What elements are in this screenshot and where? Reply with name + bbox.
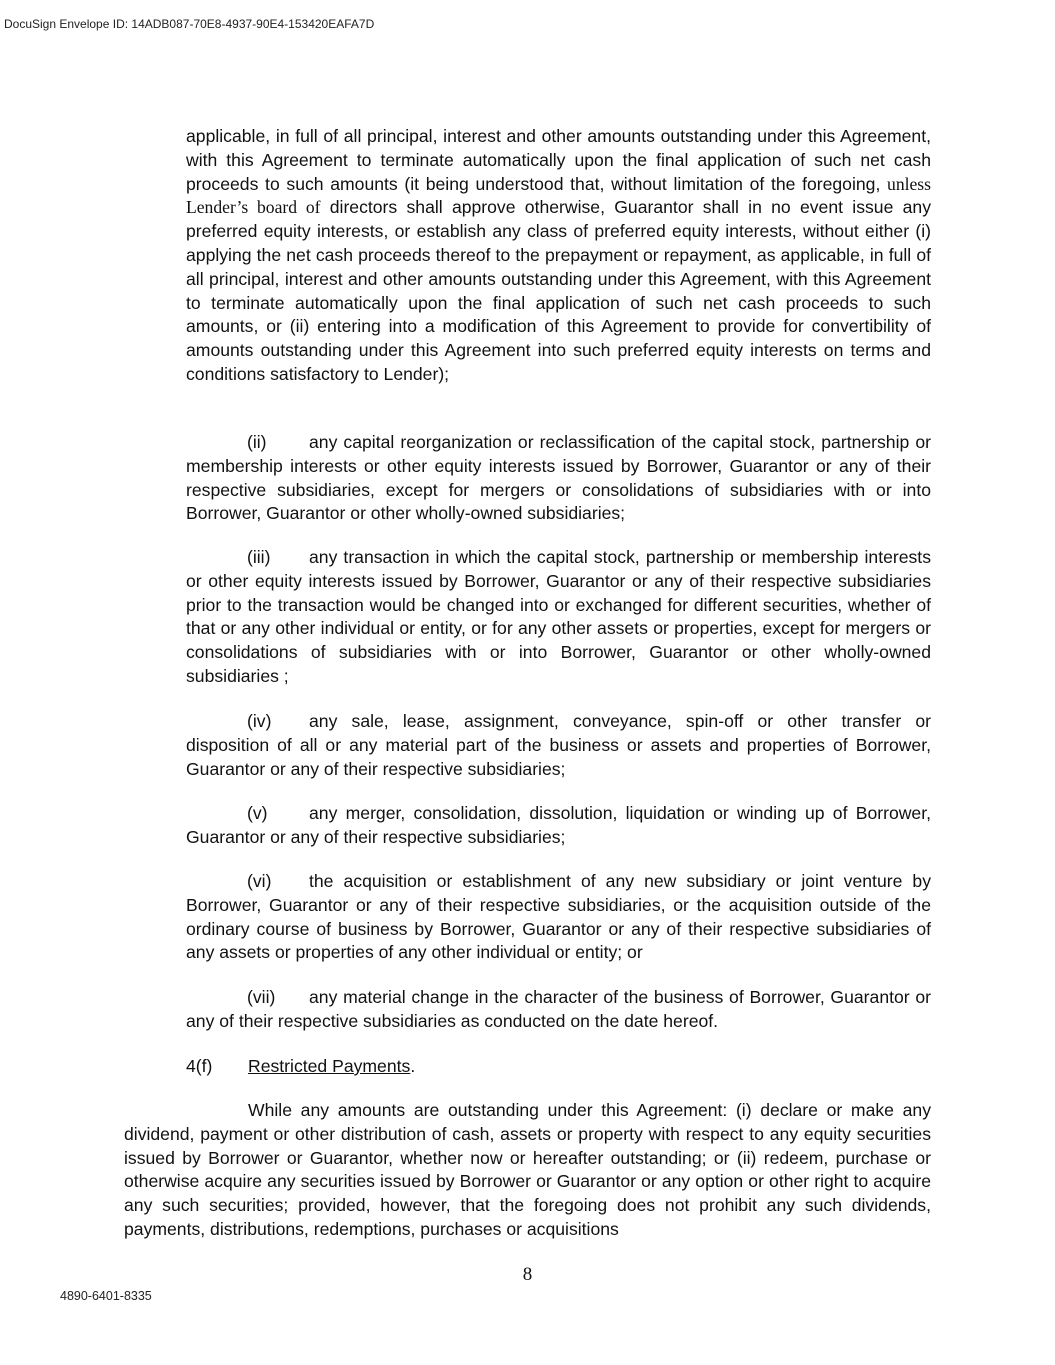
continued-paragraph (186, 125, 931, 387)
clause-ii (186, 431, 931, 526)
clause-vii (186, 986, 931, 1034)
clause-v (186, 802, 931, 850)
clause-text: any merger, consolidation, dissolution, liquidation or winding up of Borrower, Guarantor or any of their respective subsidiaries; (186, 803, 931, 847)
paragraph-text-serif: unless Lender’s board of (186, 173, 931, 218)
clause-label: (vi) (247, 871, 272, 891)
restricted-payments-paragraph: While any amounts are outstanding under this Agreement: (i) declare or make any dividend, payment or other distribution of cash, assets or property with respect to any equity securities issued by Borrower or Guarantor, whether now or hereafter outstanding; or (ii) redeem, purchase or otherwise acquire any securities issued by Borrower or Guarantor or any option or other right to acquire any such securities; provided, however, that the foregoing does not prohibit any such dividends, payments, distributions, redemptions, purchases or acquisitions (124, 1100, 931, 1239)
clause-text: any sale, lease, assignment, conveyance, spin-off or other transfer or disposition of all or any material part of the business or assets and properties of Borrower, Guarantor or any of their respective subsidiaries; (186, 711, 931, 779)
clause-label: (vii) (247, 987, 276, 1007)
clause-text: any material change in the character of the business of Borrower, Guarantor or any of their respective subsidiaries as conducted on the date hereof. (186, 987, 931, 1031)
paragraph-text: applicable, in full of all principal, interest and other amounts outstanding under this Agreement, with this Agreement to terminate automatically upon the final application of such net cash proceeds to such amounts (it being understood that, without limitation of the foregoing, (186, 126, 931, 194)
section-title: Restricted Payments (248, 1056, 411, 1076)
docusign-envelope-id: DocuSign Envelope ID: 14ADB087-70E8-4937-90E4-153420EAFA7D (4, 17, 375, 31)
page-number: 8 (522, 1264, 533, 1285)
clause-label: (iii) (247, 547, 271, 567)
clause-text: the acquisition or establishment of any new subsidiary or joint venture by Borrower, Guarantor or any of their respective subsidiaries, or the acquisition outside of the ordinary course of business by Borrower, Guarantor or any of their respective subsidiaries of any assets or properties of any other individual or entity; or (186, 871, 931, 963)
clause-vi (186, 870, 931, 965)
section-number: 4(f) (186, 1056, 213, 1076)
clause-iii (186, 546, 931, 689)
clause-label: (v) (247, 803, 268, 823)
clause-label: (ii) (247, 432, 267, 452)
clause-iv (186, 710, 931, 781)
clause-label: (iv) (247, 711, 272, 731)
section-heading (186, 1054, 415, 1078)
paragraph-text: directors shall approve otherwise, Guarantor shall in no event issue any preferred equity interests, or establish any class of preferred equity interests, without either (i) applying the net cash proceeds thereof to the prepayment or repayment, as applicable, in full of all principal, interest and other amounts outstanding under this Agreement, with this Agreement to terminate automatically upon the final application of such net cash proceeds to such amounts, or (ii) entering into a modification of this Agreement to provide for convertibility of amounts outstanding under this Agreement into such preferred equity interests on terms and conditions satisfactory to Lender); (186, 197, 931, 384)
document-id: 4890-6401-8335 (60, 1289, 152, 1303)
clause-text: any capital reorganization or reclassification of the capital stock, partnership or membership interests or other equity interests issued by Borrower, Guarantor or any of their respective subsidiaries, except for mergers or consolidations of subsidiaries with or into Borrower, Guarantor or other wholly-owned subsidiaries; (186, 432, 931, 524)
section-period: . (410, 1056, 416, 1076)
clause-text: any transaction in which the capital stock, partnership or membership interests or other equity interests issued by Borrower, Guarantor or any of their respective subsidiaries prior to the transaction would be changed into or exchanged for different securities, whether of that or any other individual or entity, or for any other assets or properties, except for mergers or consolidations of subsidiaries with or into Borrower, Guarantor or other wholly-owned subsidiaries ; (186, 547, 931, 686)
